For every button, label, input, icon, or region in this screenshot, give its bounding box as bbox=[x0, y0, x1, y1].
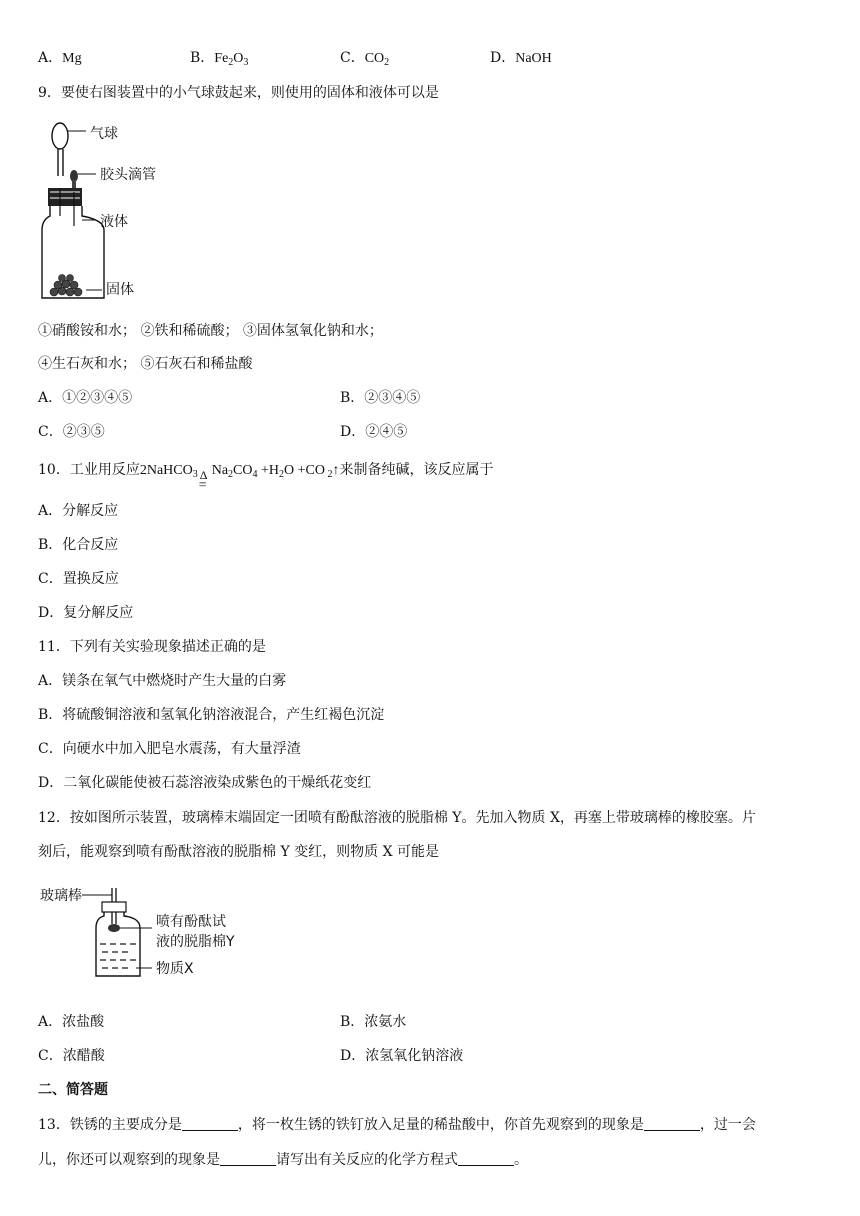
q8-option-a: A．Mg bbox=[38, 50, 82, 66]
q13-part6: 。 bbox=[514, 1152, 528, 1168]
q13-part4: 儿，你还可以观察到的现象是 bbox=[38, 1152, 220, 1168]
q12-label-cotton-line2: 液的脱脂棉Y bbox=[156, 934, 235, 950]
q9-apparatus-figure bbox=[38, 116, 188, 304]
q12-stem-line1: 12．按如图所示装置，玻璃棒末端固定一团喷有酚酞溶液的脱脂棉 Y。先加入物质 X，再塞上带玻璃棒的橡胶塞。片 bbox=[38, 810, 756, 826]
q9-label-liquid: 液体 bbox=[100, 214, 128, 230]
q10-option-c: C．置换反应 bbox=[38, 571, 119, 587]
q13-part3: ，过一会 bbox=[699, 1117, 756, 1133]
q11-option-a: A．镁条在氧气中燃烧时产生大量的白雾 bbox=[38, 673, 287, 689]
q13-blank-3[interactable] bbox=[220, 1151, 276, 1166]
q9-label-dropper: 胶头滴管 bbox=[100, 167, 156, 183]
q13-blank-4[interactable] bbox=[458, 1151, 514, 1166]
q13-blank-2[interactable] bbox=[644, 1116, 700, 1131]
q9-items-line1: ①硝酸铵和水； ②铁和稀硫酸； ③固体氢氧化钠和水； bbox=[38, 323, 383, 339]
q9-option-a: A．①②③④⑤ bbox=[38, 390, 133, 406]
q9-option-d: D．②④⑤ bbox=[340, 424, 408, 440]
q13-part1: 13．铁锈的主要成分是 bbox=[38, 1117, 182, 1133]
q12-option-b: B．浓氨水 bbox=[340, 1014, 407, 1030]
q12-label-glass-rod: 玻璃棒 bbox=[40, 888, 82, 904]
q13-line2 bbox=[38, 1150, 528, 1170]
q11-option-d: D．二氧化碳能使被石蕊溶液染成紫色的干燥纸花变红 bbox=[38, 775, 372, 791]
q8-option-d: D．NaOH bbox=[490, 50, 552, 66]
q10-equation: 2NaHCO$_3$ Δ = $Na_2CO_4 +H_2O +CO$ $_2$↑ bbox=[139, 463, 340, 493]
q13-line1 bbox=[38, 1115, 756, 1135]
q11-option-c: C．向硬水中加入肥皂水震荡，有大量浮渣 bbox=[38, 741, 301, 757]
q9-stem: 9．要使右图装置中的小气球鼓起来，则使用的固体和液体可以是 bbox=[38, 85, 439, 101]
q10-suffix: 来制备纯碱，该反应属于 bbox=[339, 462, 494, 478]
q12-label-cotton-line1: 喷有酚酞试 bbox=[156, 914, 226, 930]
q12-option-d: D．浓氢氧化钠溶液 bbox=[340, 1048, 464, 1064]
q9-option-c: C．②③⑤ bbox=[38, 424, 105, 440]
q12-label-substance-x: 物质X bbox=[156, 961, 194, 977]
q10-option-a: A．分解反应 bbox=[38, 503, 119, 519]
q13-part5: 请写出有关反应的化学方程式 bbox=[276, 1152, 458, 1168]
q12-option-c: C．浓醋酸 bbox=[38, 1048, 105, 1064]
section-title: 二、简答题 bbox=[38, 1082, 108, 1098]
q12-stem-line2: 刻后，能观察到喷有酚酞溶液的脱脂棉 Y 变红，则物质 X 可能是 bbox=[38, 844, 440, 860]
q10-option-b: B．化合反应 bbox=[38, 537, 119, 553]
q8-option-b: B．$Fe_2O_3$ bbox=[190, 50, 249, 68]
q11-stem: 11．下列有关实验现象描述正确的是 bbox=[38, 639, 266, 655]
q12-option-a: A．浓盐酸 bbox=[38, 1014, 105, 1030]
q13-part2: ，将一枚生锈的铁钉放入足量的稀盐酸中，你首先观察到的现象是 bbox=[237, 1117, 644, 1133]
q10-prefix: 10．工业用反应 bbox=[38, 462, 140, 478]
q10-option-d: D．复分解反应 bbox=[38, 605, 134, 621]
q13-blank-1[interactable] bbox=[182, 1116, 238, 1131]
q8-option-c: C．$CO_2$ bbox=[340, 50, 390, 68]
q9-label-balloon: 气球 bbox=[90, 126, 118, 142]
q10-stem bbox=[38, 460, 494, 493]
q11-option-b: B．将硫酸铜溶液和氢氧化钠溶液混合，产生红褐色沉淀 bbox=[38, 707, 385, 723]
q9-items-line2: ④生石灰和水； ⑤石灰石和稀盐酸 bbox=[38, 356, 253, 372]
q12-apparatus-figure bbox=[38, 884, 268, 984]
q9-label-solid: 固体 bbox=[106, 282, 134, 298]
q9-option-b: B．②③④⑤ bbox=[340, 390, 421, 406]
